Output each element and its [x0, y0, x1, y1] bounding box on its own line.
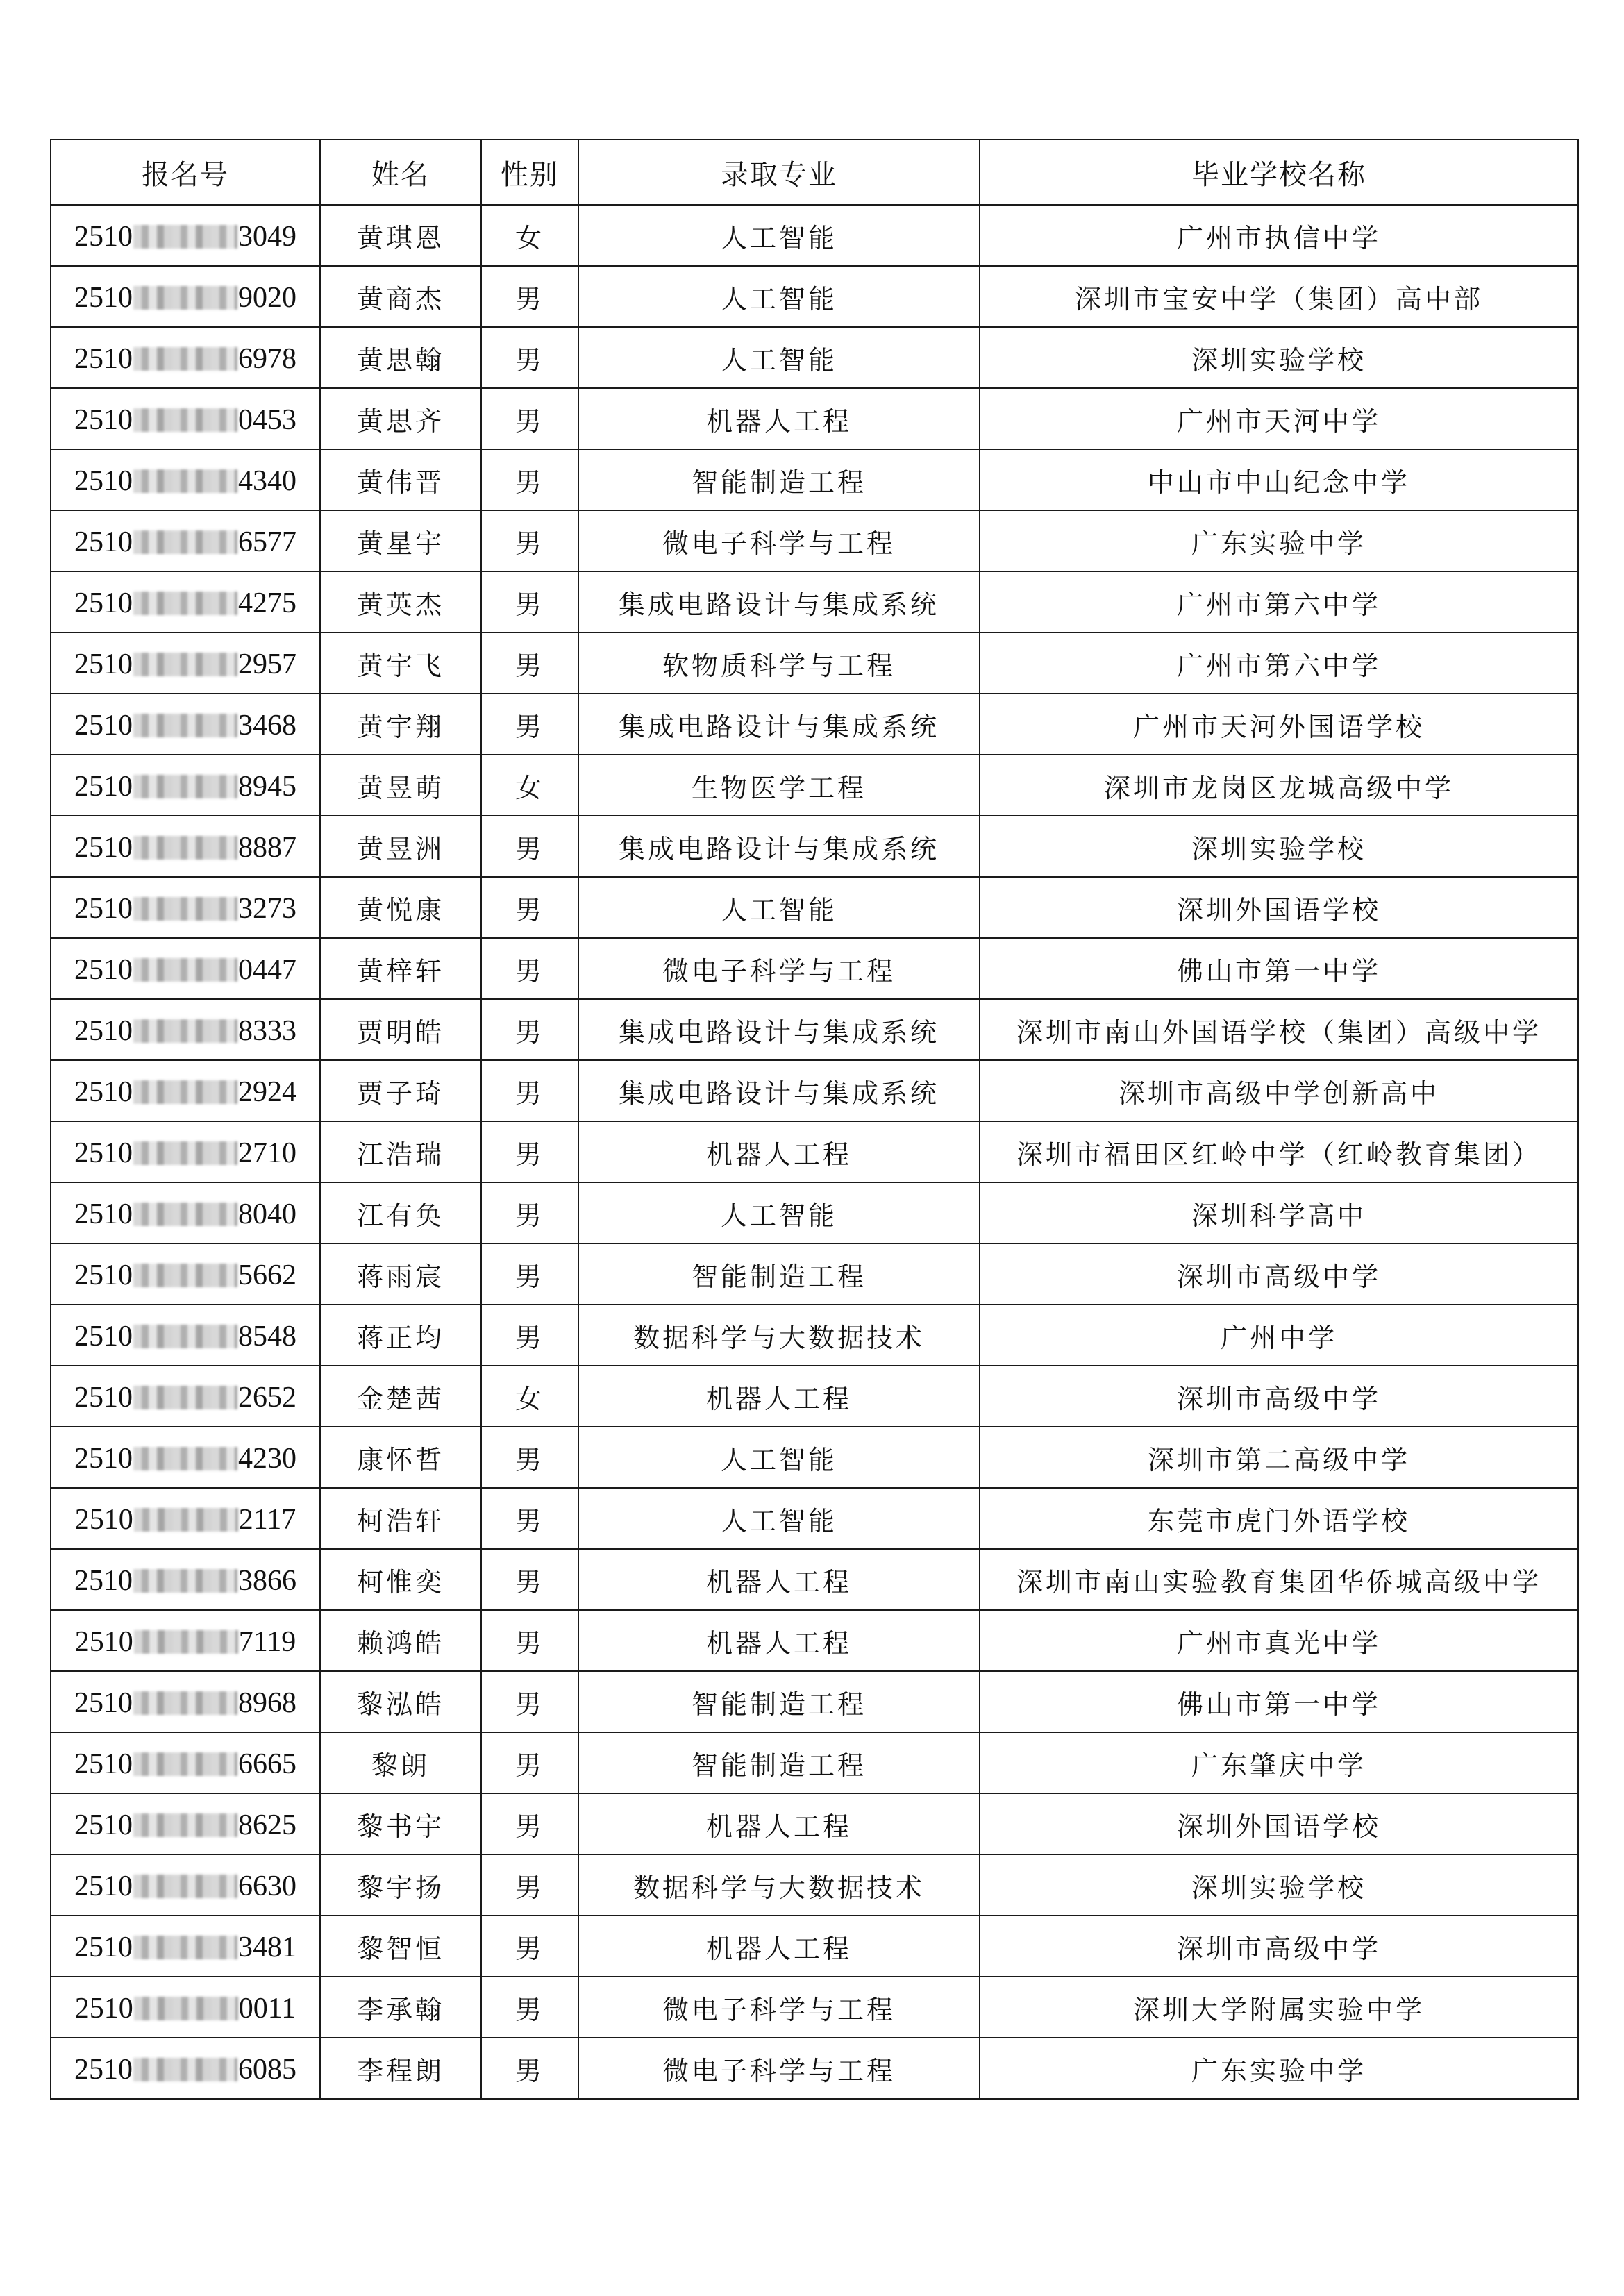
table-header	[51, 140, 1578, 205]
school-cell: 广东实验中学	[980, 2038, 1578, 2099]
gender-cell: 男	[481, 571, 578, 632]
registration-number-prefix: 2510	[74, 1259, 133, 1291]
name-cell: 黄昱萌	[320, 755, 481, 816]
gender-cell: 男	[481, 877, 578, 938]
table-row	[51, 1305, 1578, 1366]
table-row	[51, 571, 1578, 632]
registration-number-prefix: 2510	[74, 648, 133, 680]
registration-number-prefix: 2510	[74, 1198, 133, 1230]
registration-number-suffix: 6978	[238, 342, 296, 375]
redaction-mask	[133, 408, 237, 432]
registration-number-cell	[51, 1732, 320, 1793]
registration-number-suffix: 8548	[238, 1320, 296, 1352]
registration-number-cell	[51, 1305, 320, 1366]
registration-number-cell	[51, 266, 320, 327]
redaction-mask	[133, 775, 237, 798]
registration-number-prefix: 2510	[74, 1931, 133, 1963]
registration-number-prefix: 2510	[74, 953, 133, 986]
major-cell: 集成电路设计与集成系统	[578, 694, 980, 755]
name-cell: 黄宇翔	[320, 694, 481, 755]
registration-number-suffix: 3468	[238, 709, 296, 741]
registration-number-suffix: 4230	[238, 1442, 296, 1475]
registration-number-cell	[51, 999, 320, 1060]
table-row	[51, 877, 1578, 938]
school-cell: 广东实验中学	[980, 510, 1578, 571]
redaction-mask	[133, 1325, 237, 1348]
gender-cell: 男	[481, 1854, 578, 1916]
major-cell: 机器人工程	[578, 1121, 980, 1182]
school-cell: 深圳市福田区红岭中学（红岭教育集团）	[980, 1121, 1578, 1182]
name-cell: 李程朗	[320, 2038, 481, 2099]
school-cell: 深圳市南山外国语学校（集团）高级中学	[980, 999, 1578, 1060]
major-cell: 机器人工程	[578, 1366, 980, 1427]
table-row	[51, 1854, 1578, 1916]
gender-cell: 男	[481, 999, 578, 1060]
registration-number-cell	[51, 1793, 320, 1854]
table-row	[51, 694, 1578, 755]
registration-number-suffix: 3866	[238, 1564, 296, 1597]
registration-number-cell	[51, 1549, 320, 1610]
registration-number-prefix: 2510	[74, 1625, 133, 1658]
name-cell: 黎宇扬	[320, 1854, 481, 1916]
table-body	[51, 205, 1578, 2099]
school-cell: 深圳实验学校	[980, 327, 1578, 388]
major-cell: 集成电路设计与集成系统	[578, 1060, 980, 1121]
registration-number-prefix: 2510	[74, 770, 133, 803]
registration-number-suffix: 8968	[238, 1686, 296, 1719]
name-cell: 李承翰	[320, 1977, 481, 2038]
registration-number-suffix: 4275	[238, 587, 296, 619]
header-row	[51, 140, 1578, 205]
name-cell: 黄星宇	[320, 510, 481, 571]
name-cell: 黄昱洲	[320, 816, 481, 877]
redaction-mask	[133, 897, 237, 921]
redaction-mask	[133, 1019, 237, 1043]
table-row	[51, 266, 1578, 327]
registration-number-prefix: 2510	[74, 1564, 133, 1597]
registration-number-cell	[51, 205, 320, 266]
registration-number-cell	[51, 1182, 320, 1243]
major-cell: 人工智能	[578, 1182, 980, 1243]
major-cell: 机器人工程	[578, 1610, 980, 1671]
table-row	[51, 1121, 1578, 1182]
registration-number-prefix: 2510	[74, 1809, 133, 1841]
school-cell: 佛山市第一中学	[980, 938, 1578, 999]
gender-cell: 男	[481, 266, 578, 327]
major-cell: 机器人工程	[578, 1916, 980, 1977]
table-row	[51, 1366, 1578, 1427]
redaction-mask	[133, 225, 237, 249]
gender-cell: 男	[481, 388, 578, 449]
registration-number-prefix: 2510	[74, 1381, 133, 1414]
registration-number-cell	[51, 694, 320, 755]
name-cell: 黎书宇	[320, 1793, 481, 1854]
school-cell: 广州中学	[980, 1305, 1578, 1366]
table-row	[51, 1793, 1578, 1854]
registration-number-suffix: 2652	[238, 1381, 296, 1414]
registration-number-cell	[51, 877, 320, 938]
registration-number-prefix: 2510	[74, 1075, 133, 1108]
gender-cell: 女	[481, 205, 578, 266]
registration-number-suffix: 0453	[238, 403, 296, 436]
registration-number-prefix: 2510	[74, 2053, 133, 2086]
redaction-mask	[133, 1752, 237, 1776]
redaction-mask	[133, 469, 237, 493]
header-name: 姓名	[320, 140, 481, 205]
gender-cell: 男	[481, 327, 578, 388]
registration-number-cell	[51, 1427, 320, 1488]
school-cell: 深圳市第二高级中学	[980, 1427, 1578, 1488]
major-cell: 人工智能	[578, 1427, 980, 1488]
header-graduating-school: 毕业学校名称	[980, 140, 1578, 205]
name-cell: 黄思翰	[320, 327, 481, 388]
school-cell: 佛山市第一中学	[980, 1671, 1578, 1732]
gender-cell: 男	[481, 1305, 578, 1366]
name-cell: 江有奂	[320, 1182, 481, 1243]
registration-number-suffix: 5662	[238, 1259, 296, 1291]
registration-number-prefix: 2510	[74, 1686, 133, 1719]
school-cell: 广州市第六中学	[980, 632, 1578, 694]
redaction-mask	[134, 1630, 238, 1654]
gender-cell: 男	[481, 1671, 578, 1732]
gender-cell: 男	[481, 1916, 578, 1977]
major-cell: 生物医学工程	[578, 755, 980, 816]
major-cell: 微电子科学与工程	[578, 2038, 980, 2099]
major-cell: 智能制造工程	[578, 1243, 980, 1305]
registration-number-cell	[51, 632, 320, 694]
registration-number-suffix: 6577	[238, 526, 296, 558]
redaction-mask	[133, 1875, 237, 1898]
registration-number-suffix: 2924	[238, 1075, 296, 1108]
table-row	[51, 205, 1578, 266]
registration-number-prefix: 2510	[74, 1870, 133, 1902]
registration-number-prefix: 2510	[74, 892, 133, 925]
registration-number-suffix: 8887	[238, 831, 296, 864]
registration-number-cell	[51, 1060, 320, 1121]
school-cell: 深圳实验学校	[980, 1854, 1578, 1916]
gender-cell: 男	[481, 1427, 578, 1488]
registration-number-prefix: 2510	[74, 1137, 133, 1169]
major-cell: 软物质科学与工程	[578, 632, 980, 694]
major-cell: 数据科学与大数据技术	[578, 1854, 980, 1916]
table-row	[51, 1549, 1578, 1610]
registration-number-prefix: 2510	[74, 1992, 133, 2025]
registration-number-suffix: 3273	[238, 892, 296, 925]
redaction-mask	[133, 2058, 237, 2081]
major-cell: 人工智能	[578, 327, 980, 388]
registration-number-cell	[51, 1916, 320, 1977]
school-cell: 广州市天河外国语学校	[980, 694, 1578, 755]
gender-cell: 男	[481, 1060, 578, 1121]
gender-cell: 男	[481, 2038, 578, 2099]
registration-number-cell	[51, 816, 320, 877]
redaction-mask	[133, 347, 237, 371]
table-row	[51, 1610, 1578, 1671]
registration-number-prefix: 2510	[74, 1748, 133, 1780]
major-cell: 机器人工程	[578, 1793, 980, 1854]
redaction-mask	[133, 286, 237, 310]
name-cell: 贾明皓	[320, 999, 481, 1060]
major-cell: 智能制造工程	[578, 1732, 980, 1793]
table-row	[51, 449, 1578, 510]
school-cell: 深圳大学附属实验中学	[980, 1977, 1578, 2038]
name-cell: 柯浩轩	[320, 1488, 481, 1549]
registration-number-cell	[51, 571, 320, 632]
gender-cell: 男	[481, 1977, 578, 2038]
major-cell: 智能制造工程	[578, 1671, 980, 1732]
registration-number-cell	[51, 1488, 320, 1549]
registration-number-cell	[51, 1977, 320, 2038]
name-cell: 黎泓皓	[320, 1671, 481, 1732]
gender-cell: 男	[481, 1121, 578, 1182]
name-cell: 江浩瑞	[320, 1121, 481, 1182]
name-cell: 蒋正均	[320, 1305, 481, 1366]
table-row	[51, 632, 1578, 694]
registration-number-suffix: 4340	[238, 464, 296, 497]
name-cell: 黎朗	[320, 1732, 481, 1793]
registration-number-suffix: 2957	[238, 648, 296, 680]
registration-number-cell	[51, 1366, 320, 1427]
registration-number-prefix: 2510	[74, 709, 133, 741]
table-row	[51, 327, 1578, 388]
table-row	[51, 938, 1578, 999]
name-cell: 黄梓轩	[320, 938, 481, 999]
header-registration-number: 报名号	[51, 140, 320, 205]
table-row	[51, 1977, 1578, 2038]
school-cell: 深圳市高级中学	[980, 1243, 1578, 1305]
registration-number-cell	[51, 1671, 320, 1732]
registration-number-suffix: 6665	[238, 1748, 296, 1780]
registration-number-cell	[51, 755, 320, 816]
school-cell: 广州市第六中学	[980, 571, 1578, 632]
school-cell: 东莞市虎门外语学校	[980, 1488, 1578, 1549]
redaction-mask	[133, 1936, 237, 1959]
registration-number-suffix: 3481	[238, 1931, 296, 1963]
registration-number-prefix: 2510	[74, 831, 133, 864]
redaction-mask	[134, 1508, 238, 1532]
redaction-mask	[133, 1203, 237, 1226]
gender-cell: 男	[481, 449, 578, 510]
redaction-mask	[133, 530, 237, 554]
school-cell: 深圳市南山实验教育集团华侨城高级中学	[980, 1549, 1578, 1610]
school-cell: 深圳外国语学校	[980, 1793, 1578, 1854]
table-row	[51, 1060, 1578, 1121]
school-cell: 深圳市高级中学	[980, 1366, 1578, 1427]
registration-number-prefix: 2510	[74, 526, 133, 558]
registration-number-prefix: 2510	[74, 220, 133, 253]
registration-number-suffix: 2710	[238, 1137, 296, 1169]
gender-cell: 男	[481, 1243, 578, 1305]
registration-number-cell	[51, 388, 320, 449]
redaction-mask	[133, 1080, 237, 1104]
school-cell: 广东肇庆中学	[980, 1732, 1578, 1793]
gender-cell: 男	[481, 510, 578, 571]
gender-cell: 男	[481, 938, 578, 999]
registration-number-cell	[51, 2038, 320, 2099]
gender-cell: 男	[481, 816, 578, 877]
major-cell: 人工智能	[578, 205, 980, 266]
gender-cell: 男	[481, 1549, 578, 1610]
major-cell: 人工智能	[578, 1488, 980, 1549]
gender-cell: 男	[481, 632, 578, 694]
registration-number-suffix: 8945	[238, 770, 296, 803]
school-cell: 广州市真光中学	[980, 1610, 1578, 1671]
school-cell: 深圳市龙岗区龙城高级中学	[980, 755, 1578, 816]
major-cell: 机器人工程	[578, 388, 980, 449]
name-cell: 黄英杰	[320, 571, 481, 632]
registration-number-prefix: 2510	[74, 1442, 133, 1475]
registration-number-suffix: 6630	[238, 1870, 296, 1902]
header-admitted-major: 录取专业	[578, 140, 980, 205]
name-cell: 黎智恒	[320, 1916, 481, 1977]
redaction-mask	[133, 958, 237, 982]
gender-cell: 男	[481, 1488, 578, 1549]
redaction-mask	[133, 1141, 237, 1165]
redaction-mask	[133, 836, 237, 860]
gender-cell: 男	[481, 1793, 578, 1854]
registration-number-suffix: 2117	[238, 1503, 296, 1536]
major-cell: 人工智能	[578, 877, 980, 938]
table-row	[51, 755, 1578, 816]
school-cell: 深圳实验学校	[980, 816, 1578, 877]
name-cell: 柯惟奕	[320, 1549, 481, 1610]
registration-number-cell	[51, 510, 320, 571]
redaction-mask	[133, 1386, 237, 1409]
redaction-mask	[133, 1691, 237, 1715]
header-gender: 性别	[481, 140, 578, 205]
name-cell: 黄悦康	[320, 877, 481, 938]
school-cell: 深圳科学高中	[980, 1182, 1578, 1243]
major-cell: 人工智能	[578, 266, 980, 327]
major-cell: 集成电路设计与集成系统	[578, 816, 980, 877]
registration-number-suffix: 8625	[238, 1809, 296, 1841]
table-row	[51, 1243, 1578, 1305]
registration-number-cell	[51, 449, 320, 510]
name-cell: 黄思齐	[320, 388, 481, 449]
redaction-mask	[133, 1569, 237, 1593]
name-cell: 贾子琦	[320, 1060, 481, 1121]
gender-cell: 女	[481, 755, 578, 816]
table-row	[51, 1488, 1578, 1549]
major-cell: 微电子科学与工程	[578, 510, 980, 571]
table-row	[51, 1671, 1578, 1732]
name-cell: 蒋雨宸	[320, 1243, 481, 1305]
redaction-mask	[134, 1997, 238, 2020]
registration-number-cell	[51, 1854, 320, 1916]
registration-number-prefix: 2510	[74, 464, 133, 497]
major-cell: 智能制造工程	[578, 449, 980, 510]
redaction-mask	[133, 1447, 237, 1470]
admission-list-table	[50, 139, 1579, 2100]
school-cell: 深圳市高级中学创新高中	[980, 1060, 1578, 1121]
registration-number-suffix: 9020	[238, 281, 296, 314]
school-cell: 深圳市宝安中学（集团）高中部	[980, 266, 1578, 327]
registration-number-cell	[51, 1243, 320, 1305]
redaction-mask	[133, 714, 237, 737]
registration-number-suffix: 6085	[238, 2053, 296, 2086]
redaction-mask	[133, 592, 237, 615]
registration-number-suffix: 0011	[238, 1992, 296, 2025]
table-row	[51, 1182, 1578, 1243]
gender-cell: 女	[481, 1366, 578, 1427]
registration-number-prefix: 2510	[74, 403, 133, 436]
gender-cell: 男	[481, 1610, 578, 1671]
table-row	[51, 1732, 1578, 1793]
gender-cell: 男	[481, 1182, 578, 1243]
registration-number-cell	[51, 938, 320, 999]
name-cell: 康怀哲	[320, 1427, 481, 1488]
name-cell: 黄商杰	[320, 266, 481, 327]
gender-cell: 男	[481, 694, 578, 755]
school-cell: 深圳市高级中学	[980, 1916, 1578, 1977]
table-row	[51, 510, 1578, 571]
registration-number-cell	[51, 327, 320, 388]
name-cell: 黄琪恩	[320, 205, 481, 266]
major-cell: 数据科学与大数据技术	[578, 1305, 980, 1366]
major-cell: 集成电路设计与集成系统	[578, 999, 980, 1060]
registration-number-suffix: 7119	[238, 1625, 296, 1658]
major-cell: 微电子科学与工程	[578, 1977, 980, 2038]
name-cell: 黄宇飞	[320, 632, 481, 694]
registration-number-prefix: 2510	[74, 281, 133, 314]
redaction-mask	[133, 1813, 237, 1837]
table-row	[51, 999, 1578, 1060]
redaction-mask	[133, 1264, 237, 1287]
registration-number-cell	[51, 1610, 320, 1671]
table-row	[51, 2038, 1578, 2099]
registration-number-suffix: 3049	[238, 220, 296, 253]
school-cell: 广州市天河中学	[980, 388, 1578, 449]
registration-number-suffix: 8040	[238, 1198, 296, 1230]
major-cell: 微电子科学与工程	[578, 938, 980, 999]
registration-number-prefix: 2510	[74, 1014, 133, 1047]
registration-number-prefix: 2510	[74, 342, 133, 375]
registration-number-cell	[51, 1121, 320, 1182]
major-cell: 集成电路设计与集成系统	[578, 571, 980, 632]
redaction-mask	[133, 653, 237, 676]
major-cell: 机器人工程	[578, 1549, 980, 1610]
gender-cell: 男	[481, 1732, 578, 1793]
school-cell: 深圳外国语学校	[980, 877, 1578, 938]
name-cell: 赖鸿皓	[320, 1610, 481, 1671]
registration-number-prefix: 2510	[74, 1503, 133, 1536]
registration-number-suffix: 8333	[238, 1014, 296, 1047]
registration-number-suffix: 0447	[238, 953, 296, 986]
registration-number-prefix: 2510	[74, 587, 133, 619]
registration-number-prefix: 2510	[74, 1320, 133, 1352]
school-cell: 广州市执信中学	[980, 205, 1578, 266]
name-cell: 金楚茜	[320, 1366, 481, 1427]
table-row	[51, 388, 1578, 449]
table-row	[51, 816, 1578, 877]
name-cell: 黄伟晋	[320, 449, 481, 510]
table-row	[51, 1427, 1578, 1488]
table-row	[51, 1916, 1578, 1977]
school-cell: 中山市中山纪念中学	[980, 449, 1578, 510]
